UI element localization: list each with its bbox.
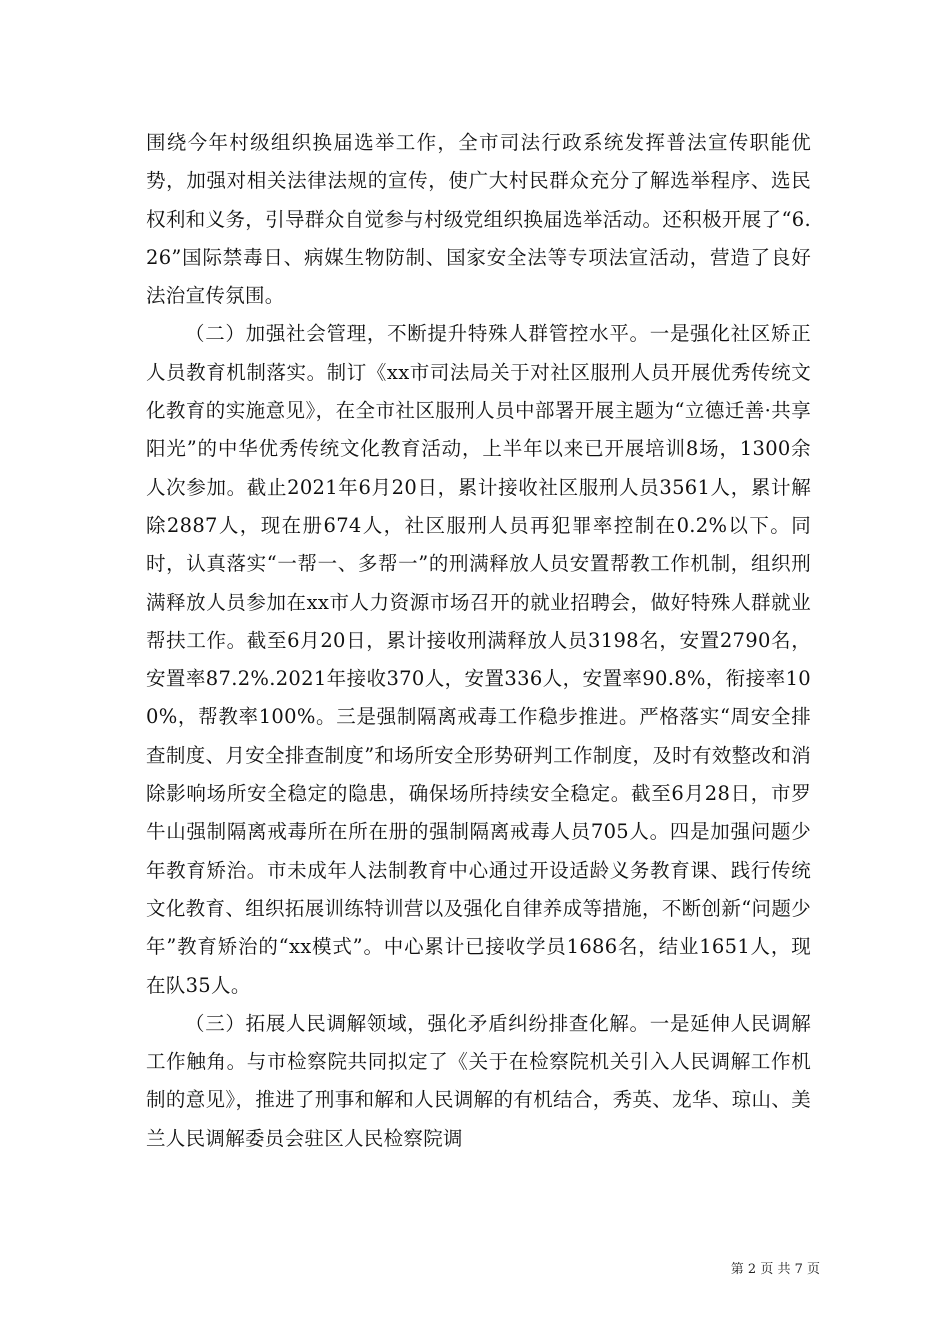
paragraph-3: （三）拓展人民调解领域，强化矛盾纠纷排查化解。一是延伸人民调解工作触角。与市检察院共同拟定了《关于在检察院机关引入人民调解工作机制的意见》，推进了刑事和解和人民调解的有机结合，秀英、龙华、琼山、美兰人民调解委员会驻区人民检察院调 (146, 1011, 811, 1150)
paragraph-2: （二）加强社会管理，不断提升特殊人群管控水平。一是强化社区矫正人员教育机制落实。制订《xx市司法局关于对社区服刑人员开展优秀传统文化教育的实施意见》，在全市社区服刑人员中部署开展主题为“立德迁善·共享阳光”的中华优秀传统文化教育活动，上半年以来已开展培训8场，1300余人次参加。截止2021年6月20日，累计接收社区服刑人员3561人，累计解除2887人，现在册674人，社区服刑人员再犯罪率控制在0.2%以下。同时，认真落实“一帮一、多帮一”的刑满释放人员安置帮教工作机制，组织刑满释放人员参加在xx市人力资源市场召开的就业招聘会，做好特殊人群就业帮扶工作。截至6月20日，累计接收刑满释放人员3198名，安置2790名，安置率87.2%.2021年接收370人，安置336人，安置率90.8%，衔接率100%，帮教率100%。三是强制隔离戒毒工作稳步推进。严格落实“周安全排查制度、月安全排查制度”和场所安全形势研判工作制度，及时有效整改和消除影响场所安全稳定的隐患，确保场所持续安全稳定。截至6月28日，市罗牛山强制隔离戒毒所在所在册的强制隔离戒毒人员705人。四是加强问题少年教育矫治。市未成年人法制教育中心通过开设适龄义务教育课、践行传统文化教育、组织拓展训练特训营以及强化自律养成等措施，不断创新“问题少年”教育矫治的“xx模式”。中心累计已接收学员1686名，结业1651人，现在队35人。 (146, 322, 811, 997)
page-number-footer: 第 2 页 共 7 页 (730, 1262, 820, 1277)
paragraph-1: 围绕今年村级组织换届选举工作，全市司法行政系统发挥普法宣传职能优势，加强对相关法律法规的宣传，使广大村民群众充分了解选举程序、选民权利和义务，引导群众自觉参与村级党组织换届选举活动。还积极开展了“6.26”国际禁毒日、病媒生物防制、国家安全法等专项法宣活动，营造了良好法治宣传氛围。 (146, 131, 811, 308)
body-text (146, 124, 811, 1158)
